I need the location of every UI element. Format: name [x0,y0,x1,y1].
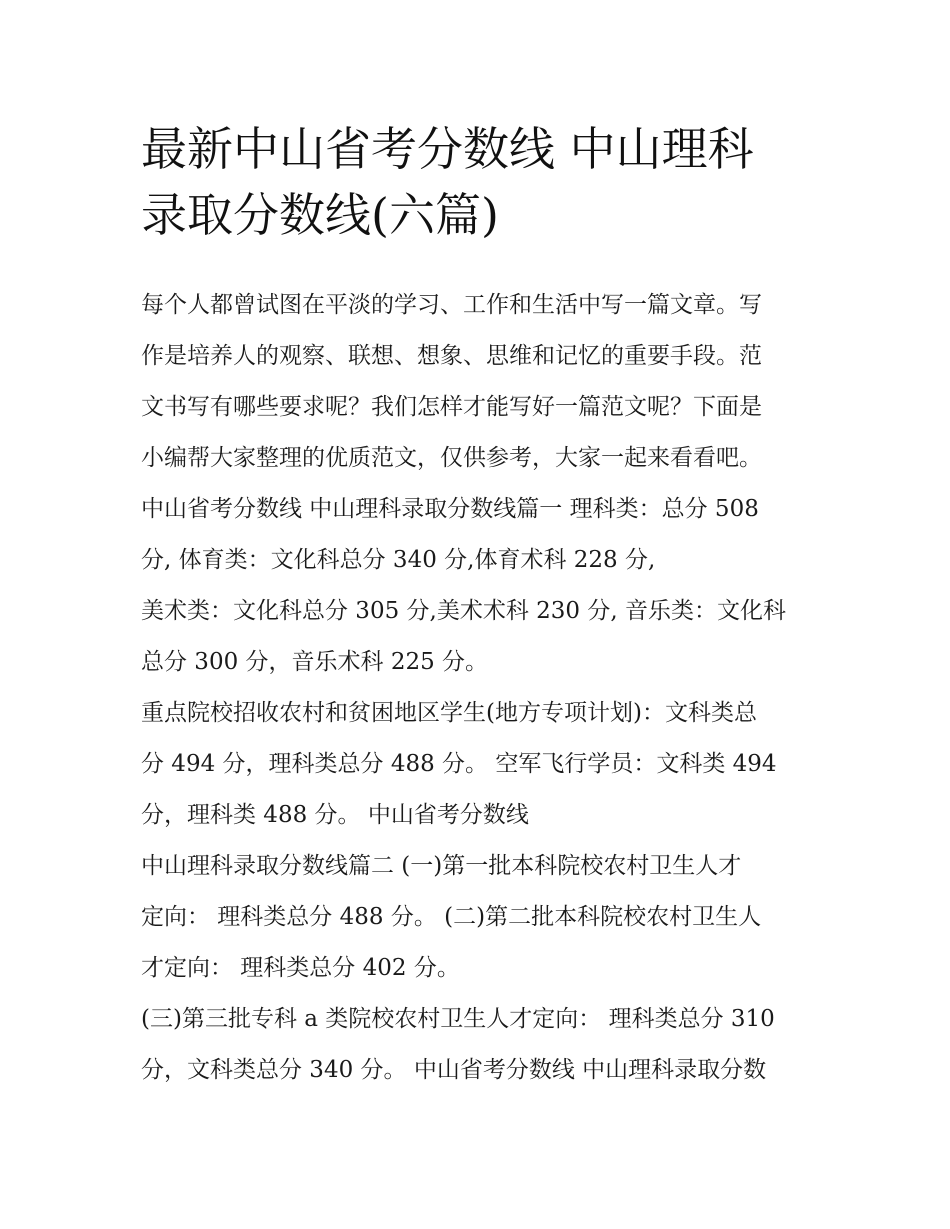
body-line: 重点院校招收农村和贫困地区学生(地方专项计划)：文科类总 [141,700,757,726]
body-line: 定向： 理科类总分 488 分。 (二)第二批本科院校农村卫生人 [141,904,762,930]
body-line: 分，文科类总分 340 分。 中山省考分数线 中山理科录取分数 [141,1057,767,1083]
body-line: 总分 300 分，音乐术科 225 分。 [141,649,489,675]
title-line: 录取分数线(六篇) [141,188,499,242]
body-line: 分 494 分，理科类总分 488 分。 空军飞行学员：文科类 494 [141,751,777,777]
body-line: 美术类：文化科总分 305 分,美术术科 230 分, 音乐类：文化科 [141,598,786,624]
body-line: 文书写有哪些要求呢？我们怎样才能写好一篇范文呢？下面是 [141,394,762,420]
body-line: 中山省考分数线 中山理科录取分数线篇一 理科类：总分 508 [141,496,759,522]
body-line: 小编帮大家整理的优质范文，仅供参考，大家一起来看看吧。 [141,445,762,471]
document-title [141,116,831,248]
body-line: 作是培养人的观察、联想、想象、思维和记忆的重要手段。范 [141,343,762,369]
body-line: 分，理科类 488 分。 中山省考分数线 [141,802,529,828]
body-line: 才定向： 理科类总分 402 分。 [141,955,460,981]
body-line: (三)第三批专科 a 类院校农村卫生人才定向： 理科类总分 310 [141,1006,775,1032]
body-line: 中山理科录取分数线篇二 (一)第一批本科院校农村卫生人才 [141,853,742,879]
body-line: 每个人都曾试图在平淡的学习、工作和生活中写一篇文章。写 [141,292,762,318]
document-body [141,280,821,1096]
title-line: 最新中山省考分数线 中山理科 [141,122,754,176]
body-line: 分, 体育类：文化科总分 340 分,体育术科 228 分, [141,547,656,573]
